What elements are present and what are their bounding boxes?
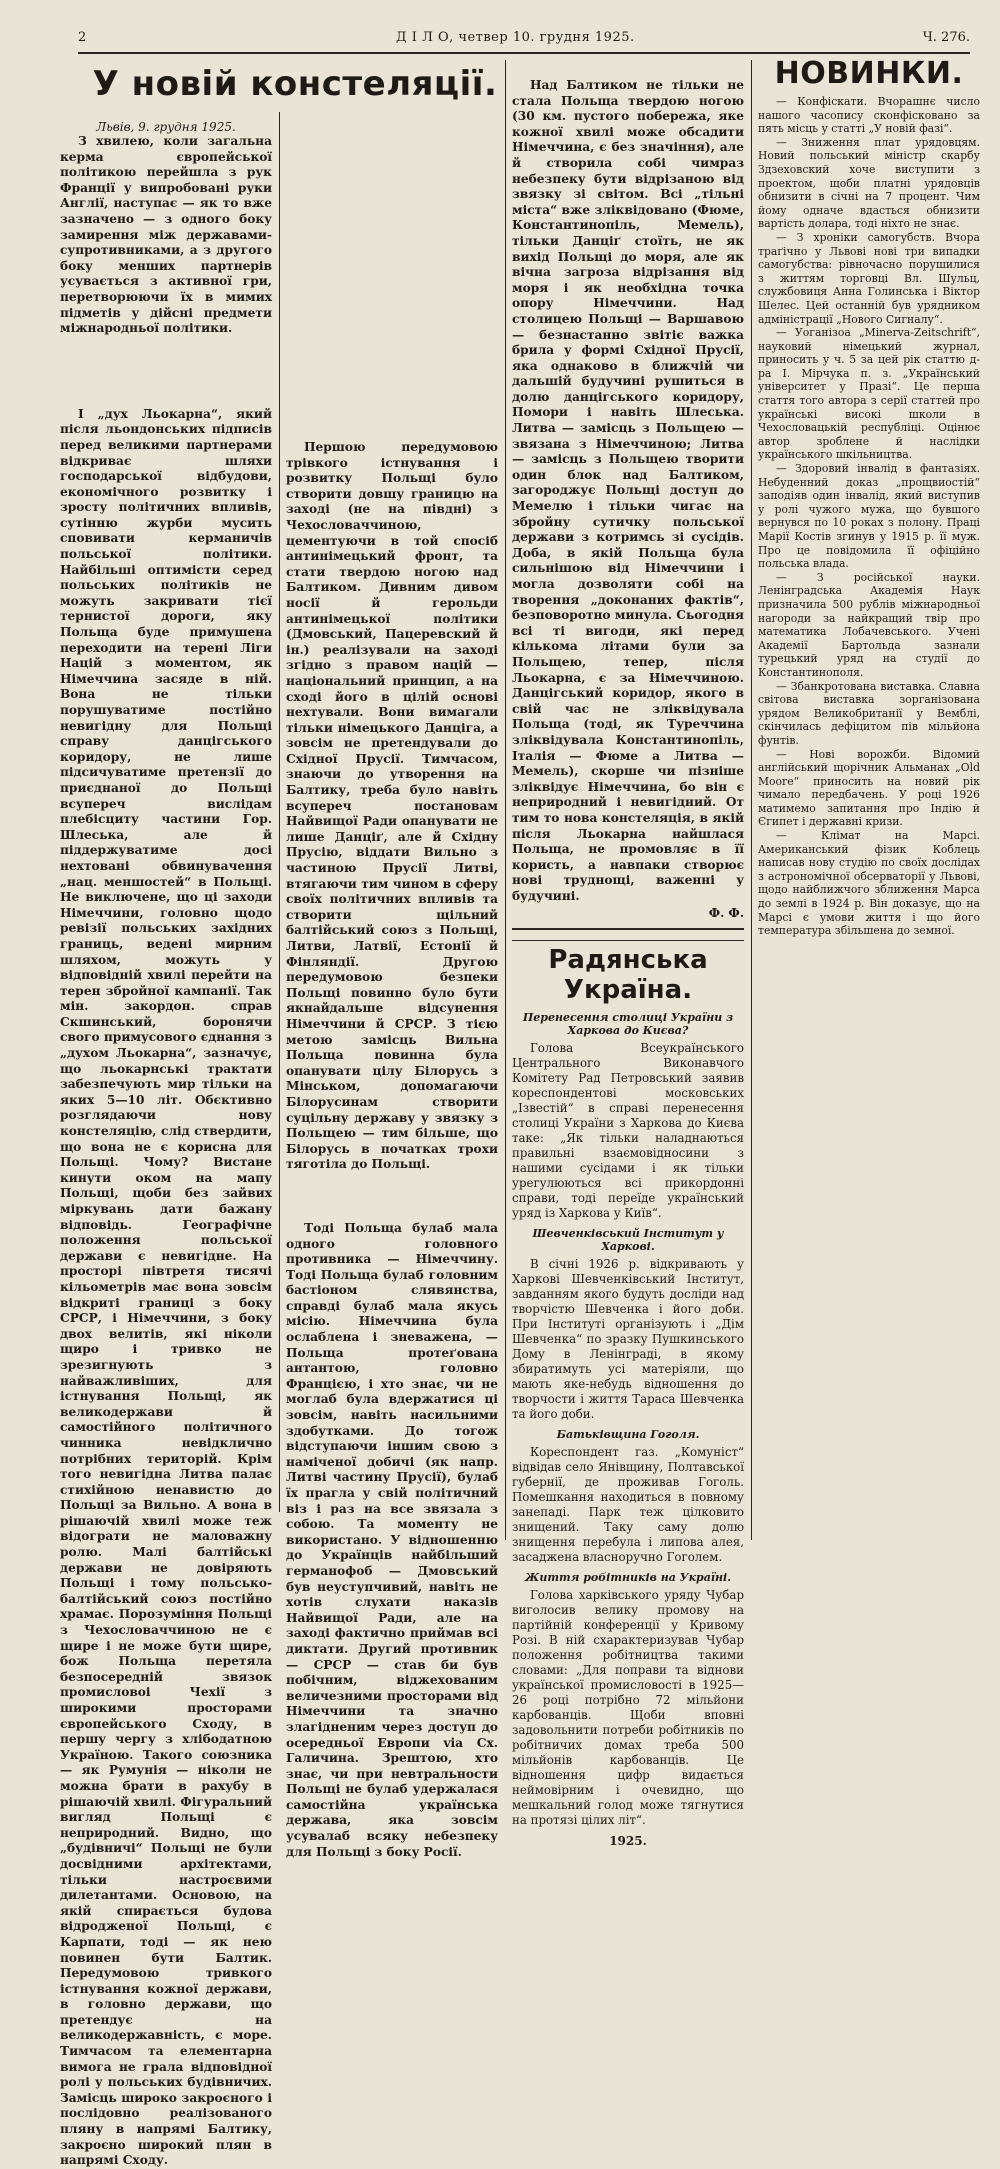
page-number: 2 [78, 30, 87, 45]
divider [512, 928, 744, 930]
column-rule [505, 60, 506, 1540]
news-text: Голова Всеукраїнського Центрального Виконавчого Комітету Рад Петровський заявив кореспондентові московських „Ізвестій“ в справі перенесення столиці України з Харкова до Києва таке: „Як тільки наладнаються правильні взаємовідносини з нашими сусідами і як тільки урегулюються всі прикордонні справи, тоді переїде український уряд із Харкова у Київ“. [512, 1041, 744, 1221]
section-title: Радянська Україна. [512, 940, 744, 1005]
dateline: Львів, 9. грудня 1925. [96, 120, 236, 134]
article-title: У новій констеляції. [92, 64, 498, 104]
issue-number: Ч. 276. [922, 30, 970, 45]
news-subtitle: Шевченківський Інститут у Харкові. [532, 1227, 724, 1254]
signature: Ф. Ф. [708, 906, 744, 921]
news-item: — З російської науки. Ленінградська Академія Наук призначила 500 рублів міжнародньої нагороди за найкращий твір про математика Лобачевського. Учені Академії Бартольда зазнали турецький уряд на студії до Константинополя. [758, 570, 980, 679]
news-item: — Нові ворожби. Відомий англійський щорічник Альманах „Old Moore“ приносить на новий рік чимало передбачень. У році 1926 матимемо запитання про Індію й Єгипет і державні кризи. [758, 747, 980, 829]
news-item: — Уоганізоа „Minerva-Zeitschrift“, науковий німецький журнал, приносить у ч. 5 за цей рік статтю д-ра І. Мірчука п. з. „Український університет у Празі“. Це перша стаття того автора з серії статтей про українські високі школи в Чехословацькій республіці. Оцінює автор зроблене й наслідки українського шкільництва. [758, 326, 980, 462]
article-body: І „дух Льокарна“, який після льондонських підписів перед великими партнерами відкриває шляхи господарської відбудови, економічного розвитку і зросту політичних впливів, сутінню журби мусить сповивати керманичів польської політики. Найбільші оптимісти серед польських політиків не можуть закривати тієї тернистої дороги, яку Польща буде примушена переходити на терені Ліги Націй з моментом, як Німеччина засяде в ній. Вона не тільки порушуватиме постійно невигідну для Польщі справу данцігського коридору, не лише підсичуватиме претензії до приєднаної до Польщі всупереч вислідам плебісциту частини Гор. Шлеська, але й піддержуватиме досі нехтовані обвинувачення „нац. меншостей“ в Польщі. Не виключене, що ці заходи Німеччини, головно щодо ревізії польських західних границь, ведені мирним шляхом, можуть у відповідній хвилі перейти на терен збройної кампанії. Так мін. закордон. справ Скшинський, боронячи свого примусового єднання з „духом Льокарна“, зазначує, що льокарнські трактати забезпечують мир тільки на яких 5—10 літ. Обєктивно розглядаючи нову констеляцію, слід ствердити, що вона не є корисна для Польщі. Чому? Вистане кинути оком на мапу Польщі, щоби без зайвих міркувань дати бажану відповідь. Географічне положення польської держави є невигідне. На просторі півтретя тисячі кільометрів має вона зовсім відкриті границі з боку СРСР, і Німеччини, з боку двох велитів, які ніколи щиро і тривко не зрезигнують з найважливіших, для істнування Польщі, як великодержави й самостійного політичного чинника невідклично потрібних територій. Крім того невигідна Литва палає стихійною ненавистю до Польщі за Вильно. А вона в рішаючій хвилі може теж відограти не маловажну ролю. Малі балтійські держави не довіряють Польщі і тому польсько-балтійський союз постійно храмає. Порозуміння Польщі з Чехословаччиною не є щире і не може бути щире, бож Польща перетяла безпосередній звязок промисловоі Чехії з широкими просторами європейського Сходу, в першу чергу з хлібодатною Україною. Такого союзника — як Румунія — ніколи не можна брати в рахубу в рішаючій хвилі. Фігуральний вигляд Польщі є неприродний. Видно, що „будівничі“ Польщі не були досвідними архітектами, тільки настроєвими дилетантами. Основою, на якій спирається будова відродженої Польщі, є Карпати, тоді — як нею повинен бути Балтик. Передумовою тривкого істнування кожної держави, в головно держави, що претендує на великодержавність, є море. Тимчасом та елементарна вимога не грала відповідної ролі у польських будівничих. Замісць широко закроєного і послідовно реалізованого пляну в напрямі Балтику, закроєно широкий плян в напрямі Сходу. [60, 406, 272, 2168]
masthead: Д І Л О, четвер 10. грудня 1925. [396, 30, 635, 45]
column-rule [751, 60, 752, 1540]
article-column-2 [286, 60, 498, 1859]
news-text: В січні 1926 р. відкривають у Харкові Шевченківський Інститут, завданням якого будуть досліди над творчістю Шевченка і його доби. При Інституті організують і „Дім Шевченка“ по зразку Пушкинського Дому в Ленінграді, в якому збиратимуть усі матеріяли, що мають яке-небудь відношення до творчости і життя Тараса Шевченка та його доби. [512, 1257, 744, 1422]
page-header [78, 26, 970, 54]
news-item: — Здоровий інвалід в фантазіях. Небуденний доказ „прощвиостій“ заподіяв один інвалід, який виступив у ролі чужого мужа, що бувшого вернувся по 10 роках з полону. Праці Марії Костів згинув у 1915 р. її муж. Про це повідомила її офіційно польська влада. [758, 462, 980, 571]
news-item: — Збанкротована виставка. Славна світова виставка зорганізована урядом Великобританії у Вемблі, скінчилась дефіцитом пів мільйона фунтів. [758, 679, 980, 747]
article-paragraph: Тоді Польща булаб мала одного головного противника — Німеччину. Тоді Польща булаб головним бастіоном слявянства, справді булаб мала якусь місію. Німеччина була ослаблена і зневажена, — Польща протеґована антантою, головно Францією, і хто знає, чи не моглаб була вдержатися ці зовсім, навіть насильними здобутками. До тогож відступаючи іншим свою з наміченої добичі (як напр. Литві частину Прусії), булаб їх прагла у свій політичний віз і раз на все звязала з собою. Та моменту не використано. У відношенню до Українців найбільший германофоб — Дмовський був неуступчивий, навіть не хотів слухати наказів Найвищої Ради, але на заході фактично приймав всі диктати. Другий противник — СРСР — став би був побічним, віджехованим величезними просторами від Німеччини та значно злагідненим через доступ до осередньої Европи via Сх. Галичина. Зрештою, хто знає, чи при невтральности Польщі не булаб удержалася самостійна українська держава, яка зовсім усувалаб всяку небезпеку для Польщі з боку Росії. [286, 1220, 498, 1859]
news-item: — З хроніки самогубств. Вчора траґічно у Львові нові три випадки самогубства: рівночасно порушилися з життям торговці Вл. Шульц, службовиця Анна Голинська і Віктор Шелес. Цей останній був урядником адміністрації „Нового Сигналу“. [758, 230, 980, 326]
news-text: Голова харківського уряду Чубар виголосив велику промову на партійній конференції у Кривому Розі. В ній схарактеризував Чубар положення робітництва такими словами: „Для поправи та віднови української промисловості в 1925—26 році потрібно 72 мільйони карбованців. Щоби вповні задовольнити потреби робітників по робітничих домах треба 500 мільйонів карбованців. Це відношення цифр видається неймовірним і очевидно, що мешкальний голод може тягнутися на протязі цілих літ“. [512, 1588, 744, 1828]
news-item: — Конфіскати. Вчорашнє число нашого часопису сконфісковано за пять місць у статті „У новій фазі“. [758, 95, 980, 136]
news-item: — Клімат на Марсі. Американський фізик Коблець написав нову студію по своїх дослідах з астрономічної обсерваторії у Львові, щодо найближчого зближення Марса до землі в 1924 р. Він доказує, що на Марсі є умови життя і що його температура збільшена до земної. [758, 829, 980, 938]
article-paragraph: Над Балтиком не тільки не стала Польща твердою ногою (30 км. пустого побережа, яке кожної хвилі може обсадити Німеччина, є без значіння), але й створила собі чимраз небезпеку бути відрізаною від звязку зі світом. Всі „тільні міста“ вже зліквідовано (Фюме, Константинопіль, Мемель), тільки Данціґ стоїть, не як вихід Польщі до моря, але як вічна загроза відрізання від моря і як необхідна точка опору Німеччини. Над столицею Польщі — Варшавою — безнастанно звітіє важка брила у формі Східної Прусії, яка однаково в ближчій чи дальшій будучині рушиться в долю данцігського коридору, Помори і навіть Шлеська. Литва — замісць з Польщею — звязана з Німеччиною; Литва — замісць з Польщею творити один блок над Балтиком, загороджує Польщі доступ до Мемелю і тільки чигає на збройну сутичку польської держави з котримсь зі сусідів. Доба, в якій Польща була сильнішою від Німеччини і могла дозволяти собі на творення „доконаних фактів“, безповоротно минула. Сьогодня всі ті вигоди, які перед кількома літами були за Польщею, тепер, після Льокарна, є за Німеччиною. Данцігський коридор, якого в свій час не зліквідувала Польща (тоді, як Туреччина зліквідувала Константинопіль, Італія — Фюме а Литва — Мемель), скорше чи пізніше зліквідує Німеччина, бо він є неприродний і невигідний. От тим то нова констеляція, в якій після Льокарна найшлася Польща, не промовляє в її користь, а навпаки створює нові труднощі, важенні у будучині. [512, 78, 744, 903]
column-rule [279, 112, 280, 1512]
article-lead: З хвилею, коли загальна кермa європейської політикою перейшла з рук Франції у випробовані руки Англії, наступає — як то вже зазначено — з одного боку замирення між державами-супротивниками, а з другого боку менших партнерів усувається з активної гри, перетворюючи їх в мимих підметів у дійсні предмети міжнародньої політики. [60, 134, 272, 336]
article-paragraph: Першою передумовою трівкого істнування і розвитку Польщі було створити довшу границю на заході (не на півдні) з Чехословаччиною, цементуючи в той спосіб антинімецький фронт, та стати твердою ногою над Балтиком. Дивним дивом носії й герольди антинімецької політики (Дмовський, Пацеревский й ін.) реалізували на заході згідно з правом націй — національний принцип, а на сході його в цілій основі нехтували. Вони вимагали тільки німецького Данціга, а зовсім не претендували до Східної Прусії. Тимчасом, знаючи до утворення на Балтику, треба було навіть всупереч постановам Найвищої Ради опанувати не лише Данціґ, але й Східну Прусію, віддати Вильно з частиною Прусії Литві, втягаючи тим чином в сферу своїх політичних впливів та створити щільний балтійський союз з Польщі, Литви, Латвії, Естонії й Фінляндії. Другою передумовою безпеки Польщі повинно було бути якнайдальше відсунення Німеччини й СРСР. З тією метою замісць Вильна Польща повинна була опанувати цілу Білорусь з Мінськом, допомагаючи Білорусинам створити суцільну державу у звязку з Польщею — тим більше, що Білорусь в початках трохи тяготіла до Польщі. [286, 440, 498, 1172]
news-title: НОВИНКИ. [774, 56, 964, 91]
article-column-3 [512, 78, 744, 1849]
news-subtitle: Перенесення столиці України з Харкова до Києва? [522, 1011, 734, 1038]
news-subtitle: Життя робітників на Україні. [524, 1571, 732, 1585]
end-mark: 1925. [609, 1834, 647, 1849]
news-item: — Зниження плат урядовцям. Новий польський міністр скарбу Здзеховский хоче виступити з проектом, щоби платні урядовців обнизити в січні на 7 процент. Чим йому одначе вдасться обнизити вартість долара, тоді ніхто не знає. [758, 135, 980, 231]
news-column [758, 56, 980, 1546]
news-text: Кореспондент газ. „Комуніст“ відвідав село Янівщину, Полтавської губернії, де проживав Гоголь. Помешкання находиться в повному занепаді. Парк теж цілковито знищений. Таку саму долю знищення перебула і липова алея, засаджена власноручно Гоголем. [512, 1445, 744, 1565]
news-subtitle: Батьківщина Гоголя. [556, 1428, 700, 1442]
